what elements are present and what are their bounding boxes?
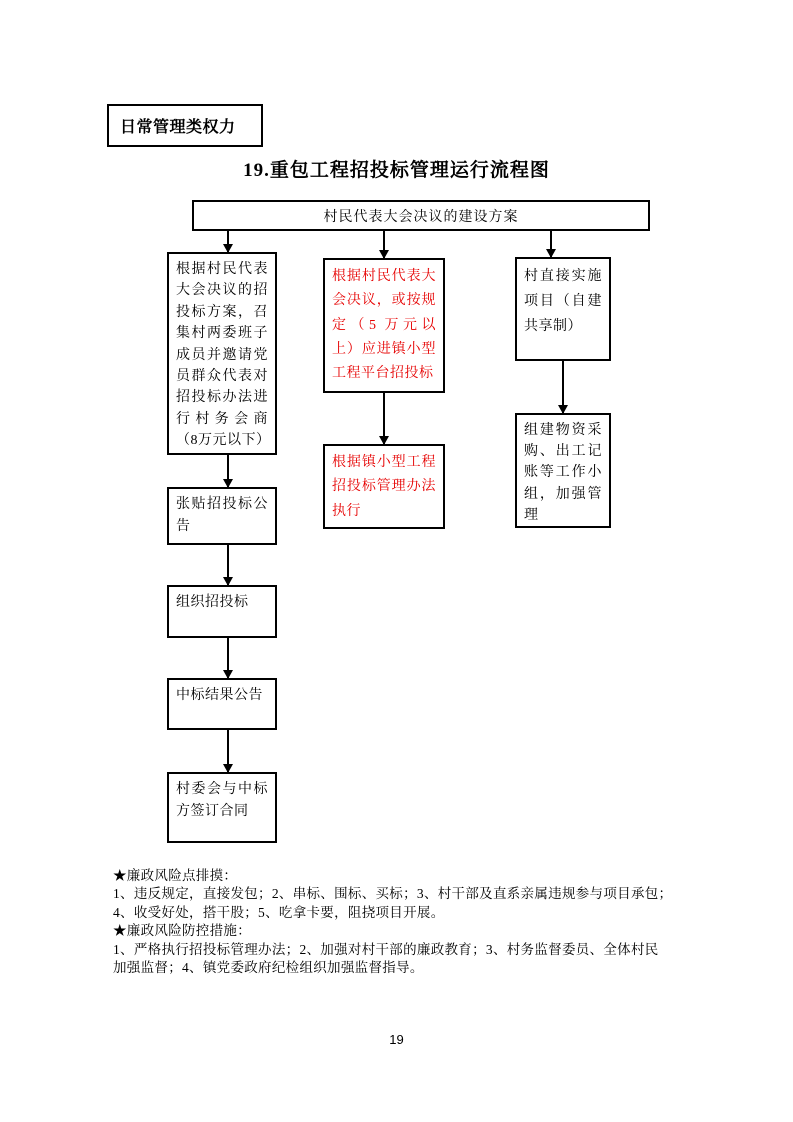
flow-box-right-2-label: 组建物资采购、出工记账等工作小组，加强管理 [524,423,602,523]
flow-box-left-2 [167,487,277,545]
category-label: 日常管理类权力 [120,119,236,136]
arrow-down-icon [227,730,229,772]
page-title: 19.重包工程招投标管理运行流程图 [243,160,550,181]
note-line: 1、违反规定，直接发包；2、串标、围标、买标；3、村干部及直系亲属违规参与项目承包； [113,886,673,902]
note-line: 加强监督；4、镇党委政府纪检组织加强监督指导。 [113,960,424,976]
flow-box-right-2 [515,413,611,528]
arrow-down-icon [227,545,229,585]
page-number: 19 [389,1032,404,1047]
flow-box-left-1 [167,252,277,455]
flow-box-left-2-label: 张贴招投标公告 [176,497,268,534]
arrow-down-icon [550,230,552,257]
flow-box-middle-2-label: 根据镇小型工程招投标管理办法执行 [332,455,436,519]
arrow-down-icon [383,231,385,258]
flow-box-left-3 [167,585,277,638]
flow-box-left-1-label: 根据村民代表大会决议的招投标方案，召集村两委班子成员并邀请党员群众代表对招投标办法进行村务会商（8万元以下） [176,262,271,449]
flow-box-left-5 [167,772,277,843]
category-label-box [107,104,263,147]
flow-box-left-4 [167,678,277,730]
flow-box-right-1 [515,257,611,361]
arrow-down-icon [227,455,229,487]
flow-box-middle-1 [323,258,445,393]
risk-notes [113,867,691,977]
note-line: 4、收受好处，搭干股；5、吃拿卡要，阻挠项目开展。 [113,904,445,920]
arrow-down-icon [227,638,229,678]
flow-box-middle-2 [323,444,445,529]
arrow-down-icon [227,231,229,252]
flow-box-top-label: 村民代表大会决议的建设方案 [323,209,519,225]
arrow-down-icon [383,393,385,444]
flow-box-right-1-label: 村直接实施项目（自建共享制） [524,269,602,334]
flow-box-middle-1-label: 根据村民代表大会决议，或按规定（5 万元以上）应进镇小型工程平台招投标 [332,269,436,382]
arrow-down-icon [562,361,564,413]
flow-box-left-4-label: 中标结果公告 [176,688,263,703]
flow-box-left-3-label: 组织招投标 [176,595,249,610]
note-line: 1、严格执行招投标管理办法；2、加强对村干部的廉政教育；3、村务监督委员、全体村民 [113,941,659,957]
flow-box-top [192,200,650,231]
note-line: ★廉政风险点排摸： [113,868,238,883]
flow-box-left-5-label: 村委会与中标方签订合同 [176,782,268,819]
note-line: ★廉政风险防控措施： [113,923,251,939]
